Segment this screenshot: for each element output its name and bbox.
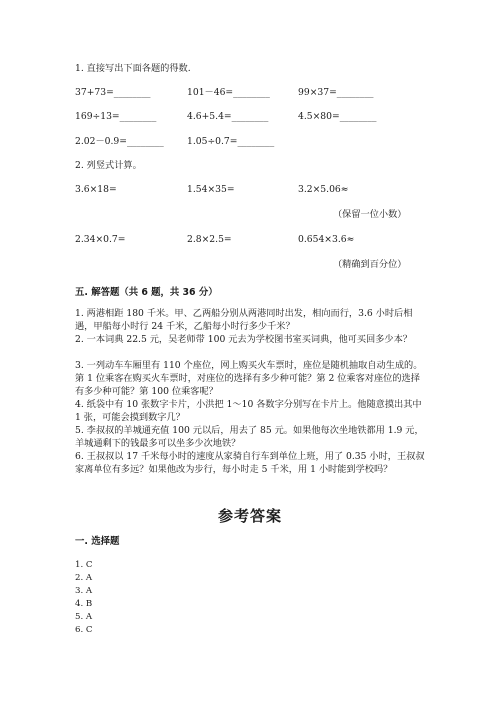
- section1-title: 1. 直接写出下面各题的得数.: [75, 63, 191, 74]
- answer-item: 4. B: [75, 599, 93, 609]
- calc-item: 4.6+5.4=________: [187, 111, 269, 122]
- section2-title: 2. 列竖式计算。: [75, 160, 142, 171]
- calc-item: 2.02－0.9=________: [75, 136, 164, 147]
- word-problem: 3. 一列动车车厢里有 110 个座位，网上购买火车票时，座位是随机抽取自动生成的。第 1 位乘客在购买火车票时，对座位的选择有多少种可能？第 2 位乘客对座位的选择有多少种可能？第 100 位乘客呢？: [75, 360, 423, 397]
- answer-item: 3. A: [75, 586, 93, 596]
- calc-item: 37+73=________: [75, 87, 151, 98]
- calc-item: 101－46=________: [187, 87, 270, 98]
- answers-title: 参考答案: [217, 507, 282, 525]
- answer-item: 2. A: [75, 573, 93, 583]
- answers-subtitle: 一. 选择题: [75, 536, 120, 547]
- vertical-calc-item: 1.54×35=: [187, 184, 235, 195]
- calc-item: 1.05÷0.7=________: [187, 136, 275, 147]
- word-problem: 1. 两港相距 180 千米。甲、乙两船分别从两港同时出发，相向而行，3.6 小时后相遇，甲船每小时行 24 千米，乙船每小时行多少千米？: [75, 308, 413, 332]
- word-problem: 2. 一本词典 22.5 元，吴老师带 100 元去为学校图书室买词典，他可买回多少本？: [75, 334, 412, 345]
- answer-item: 6. C: [75, 625, 93, 635]
- section5-title: 五. 解答题（共 6 题，共 36 分）: [75, 287, 218, 298]
- vertical-calc-item: 3.2×5.06≈: [298, 184, 349, 195]
- rounding-note: （保留一位小数）: [333, 209, 407, 220]
- vertical-calc-item: 0.654×3.6≈: [298, 234, 355, 245]
- calc-item: 99×37=________: [298, 87, 374, 98]
- word-problem: 5. 李叔叔的羊城通充值 100 元以后，用去了 85 元。如果他每次坐地铁都用 1.9 元，羊城通剩下的钱最多可以坐多少次地铁？: [75, 425, 424, 449]
- answer-item: 5. A: [75, 612, 93, 622]
- rounding-note: （精确到百分位）: [333, 259, 407, 270]
- word-problem: 4. 纸袋中有 10 张数字卡片，小洪把 1～10 各数字分别写在卡片上。他随意摸出其中 1 张，可能会摸到数字几？: [75, 399, 422, 423]
- vertical-calc-item: 3.6×18=: [75, 184, 117, 195]
- calc-item: 4.5×80=________: [298, 111, 377, 122]
- answer-item: 1. C: [75, 560, 93, 570]
- vertical-calc-item: 2.8×2.5=: [187, 234, 232, 245]
- word-problem: 6. 王叔叔以 17 千米每小时的速度从家骑自行车到单位上班，用了 0.35 小时，王叔叔家离单位有多远？如果他改为步行，每小时走 5 千米，用 1 小时能到学校吗？: [75, 451, 425, 475]
- vertical-calc-item: 2.34×0.7=: [75, 234, 126, 245]
- calc-item: 169÷13=________: [75, 111, 157, 122]
